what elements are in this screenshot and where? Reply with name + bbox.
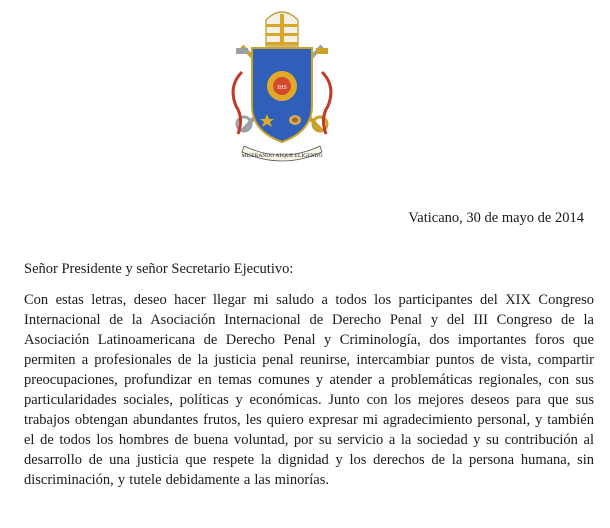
date-line: Vaticano, 30 de mayo de 2014 bbox=[408, 210, 584, 226]
letter-body: Con estas letras, deseo hacer llegar mi saludo a todos los participantes del XIX Congreso Internacional de la Asociación Internacional de Derecho Penal y del III Congreso de la Asociación Latinoamericana de Derecho Penal y Criminología, dos importantes foros que permiten a profesionales de la justicia penal reunirse, intercambiar puntos de vista, compartir preocupaciones, profundizar en temas comunes y atender a problemáticas regionales, con sus particularidades sociales, políticas y económicas. Junto con los mejores deseos para que sus trabajos obtengan abundantes frutos, les quiero expresar mi agradecimiento personal, y también el de todos los hombres de buena voluntad, por su servicio a la sociedad y su contribución al desarrollo de una justicia que respete la dignidad y los derechos de la persona humana, sin discriminación, y tutele debidamente a las minorías. bbox=[24, 292, 594, 488]
salutation: Señor Presidente y señor Secretario Ejecutivo: bbox=[24, 261, 294, 277]
coat-of-arms-icon bbox=[222, 6, 342, 166]
svg-text:IHS: IHS bbox=[277, 85, 287, 91]
motto-text: MISERANDO ATQUE ELIGENDO bbox=[241, 153, 323, 159]
mitre bbox=[266, 12, 298, 46]
shield bbox=[252, 48, 312, 142]
motto-ribbon bbox=[242, 146, 323, 161]
